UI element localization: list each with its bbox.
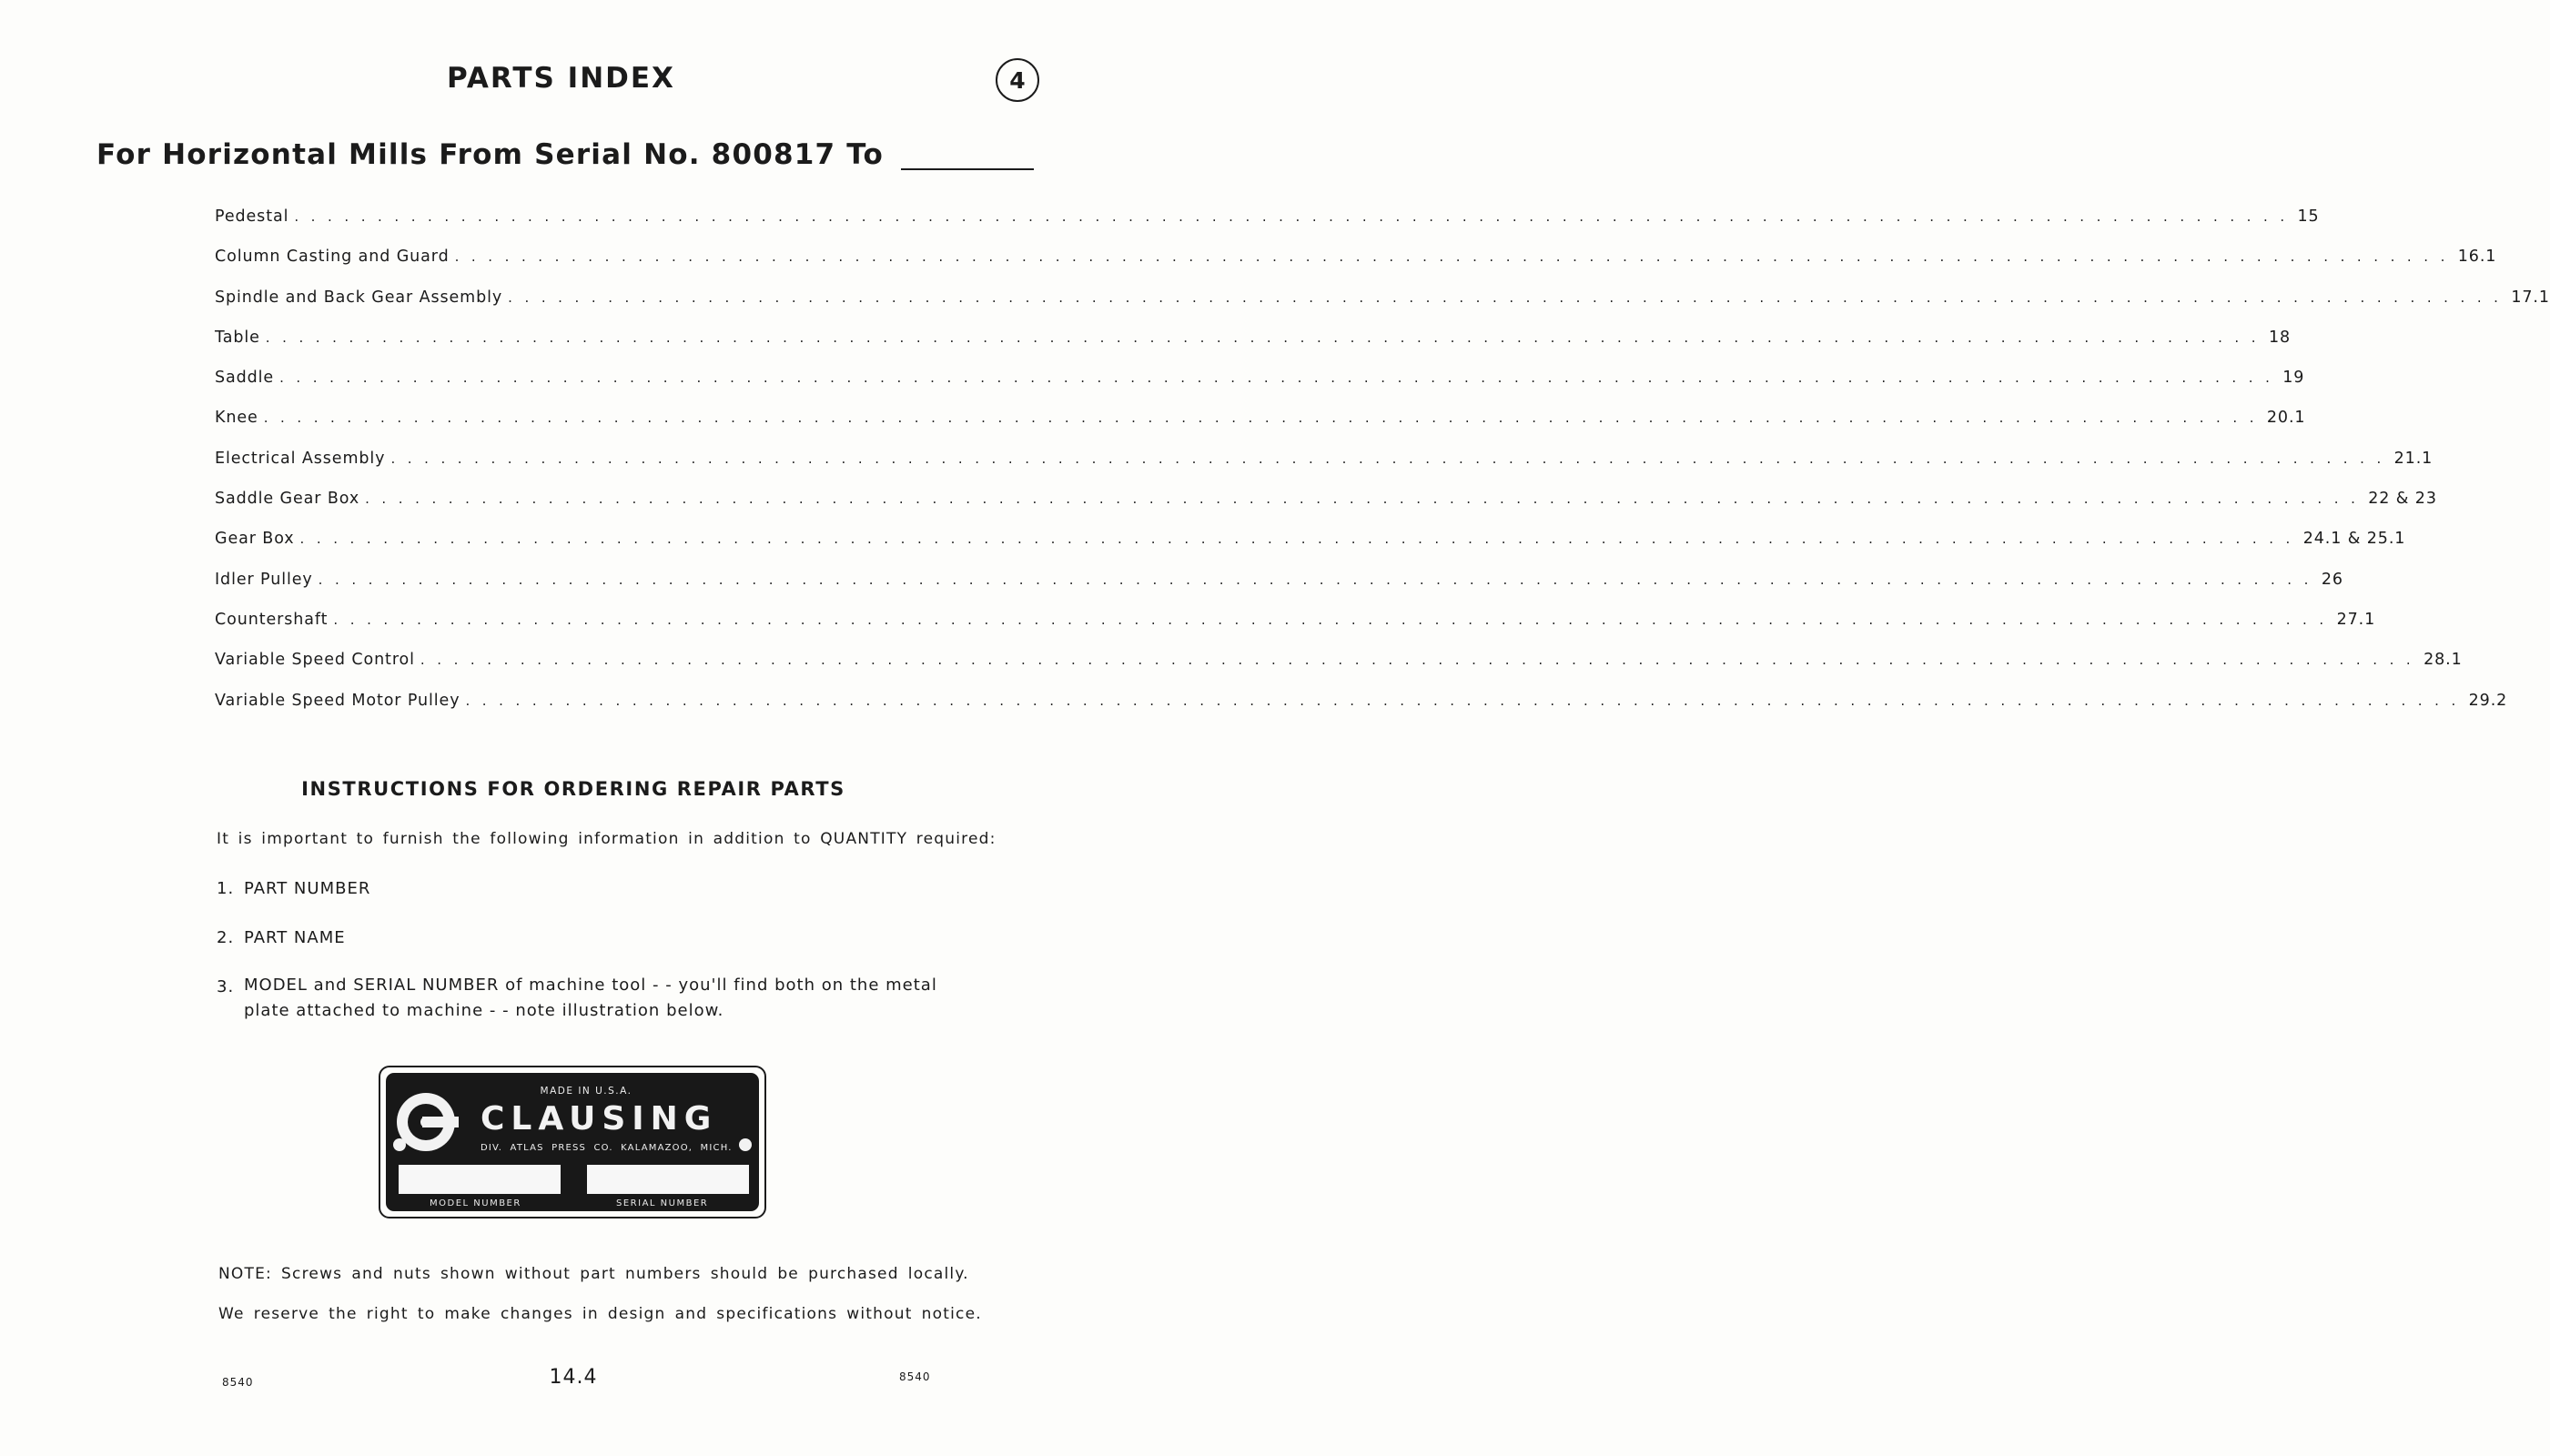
list-item — [217, 977, 945, 1024]
index-row — [215, 207, 2320, 248]
plate-face — [386, 1073, 759, 1211]
note-purchase-locally: NOTE: Screws and nuts shown without part numbers should be purchased locally. — [218, 1265, 969, 1283]
list-number: 1. — [217, 879, 235, 898]
leader-dots: . . . . . . . . . . . . . . . . . . . . . . . . . . . . . . . . . . . . . . . . . . . . . . . . . . . . . . . . . . . . . . . . . . . . . . . . . . . . . . . . . . . . . . . . . . . . . . . . . . . . . . . . . . . . . . . . . . . . . . . . — [454, 248, 2449, 266]
index-page: 27.1 — [2336, 610, 2376, 629]
leader-dots: . . . . . . . . . . . . . . . . . . . . . . . . . . . . . . . . . . . . . . . . . . . . . . . . . . . . . . . . . . . . . . . . . . . . . . . . . . . . . . . . . . . . . . . . . . . . . . . . . . . . . . . . . . . . . . . . . . . . . . . . — [365, 490, 2360, 508]
index-label: Table — [215, 328, 260, 347]
index-row — [215, 449, 2434, 490]
notes — [218, 1254, 982, 1334]
index-label: Pedestal — [215, 207, 289, 226]
index-row — [215, 369, 2305, 409]
index-page: 20.1 — [2266, 409, 2306, 428]
index-page: 28.1 — [2424, 651, 2463, 670]
leader-dots: . . . . . . . . . . . . . . . . . . . . . . . . . . . . . . . . . . . . . . . . . . . . . . . . . . . . . . . . . . . . . . . . . . . . . . . . . . . . . . . . . . . . . . . . . . . . . . . . . . . . . . . . . . . . . . . . . . . . . . . . — [318, 571, 2312, 588]
note-reserve-right: We reserve the right to make changes in design and specifications without notice. — [218, 1305, 982, 1323]
leader-dots: . . . . . . . . . . . . . . . . . . . . . . . . . . . . . . . . . . . . . . . . . . . . . . . . . . . . . . . . . . . . . . . . . . . . . . . . . . . . . . . . . . . . . . . . . . . . . . . . . . . . . . . . . . . . . . . . . . . . . . . . — [508, 288, 2503, 306]
index-page: 17.1 — [2511, 288, 2550, 307]
index-row — [215, 570, 2343, 611]
index-label: Idler Pulley — [215, 570, 313, 589]
serial-plate-illustration — [379, 1066, 766, 1218]
list-item — [217, 879, 945, 899]
index-label: Column Casting and Guard — [215, 248, 450, 267]
instructions-intro: It is important to furnish the following information in addition to QUANTITY required: — [217, 830, 997, 848]
list-text: PART NAME — [244, 928, 346, 947]
index-label: Countershaft — [215, 610, 329, 629]
index-label: Knee — [215, 409, 258, 428]
model-number-caption: MODEL NUMBER — [430, 1198, 521, 1208]
leader-dots: . . . . . . . . . . . . . . . . . . . . . . . . . . . . . . . . . . . . . . . . . . . . . . . . . . . . . . . . . . . . . . . . . . . . . . . . . . . . . . . . . . . . . . . . . . . . . . . . . . . . . . . . . . . . . . . . . . . . . . . . — [333, 611, 2328, 628]
leader-dots: . . . . . . . . . . . . . . . . . . . . . . . . . . . . . . . . . . . . . . . . . . . . . . . . . . . . . . . . . . . . . . . . . . . . . . . . . . . . . . . . . . . . . . . . . . . . . . . . . . . . . . . . . . . . . . . . . . . . . . . . — [294, 208, 2289, 225]
index-label: Variable Speed Control — [215, 651, 415, 670]
index-label: Saddle Gear Box — [215, 490, 360, 509]
index-page: 24.1 & 25.1 — [2302, 530, 2406, 549]
index-label: Gear Box — [215, 530, 295, 549]
leader-dots: . . . . . . . . . . . . . . . . . . . . . . . . . . . . . . . . . . . . . . . . . . . . . . . . . . . . . . . . . . . . . . . . . . . . . . . . . . . . . . . . . . . . . . . . . . . . . . . . . . . . . . . . . . . . . . . . . . . . . . . . — [420, 652, 2415, 669]
index-page: 15 — [2297, 207, 2320, 226]
index-page: 19 — [2282, 369, 2305, 388]
instructions-list — [217, 879, 945, 1053]
leader-dots: . . . . . . . . . . . . . . . . . . . . . . . . . . . . . . . . . . . . . . . . . . . . . . . . . . . . . . . . . . . . . . . . . . . . . . . . . . . . . . . . . . . . . . . . . . . . . . . . . . . . . . . . . . . . . . . . . . . . . . . . — [265, 329, 2260, 346]
list-number: 3. — [217, 977, 235, 996]
index-row — [215, 691, 2508, 732]
plate-brand: CLAUSING — [481, 1100, 718, 1138]
index-row — [215, 610, 2376, 651]
index-row — [215, 288, 2550, 329]
leader-dots: . . . . . . . . . . . . . . . . . . . . . . . . . . . . . . . . . . . . . . . . . . . . . . . . . . . . . . . . . . . . . . . . . . . . . . . . . . . . . . . . . . . . . . . . . . . . . . . . . . . . . . . . . . . . . . . . . . . . . . . . — [279, 369, 2274, 387]
leader-dots: . . . . . . . . . . . . . . . . . . . . . . . . . . . . . . . . . . . . . . . . . . . . . . . . . . . . . . . . . . . . . . . . . . . . . . . . . . . . . . . . . . . . . . . . . . . . . . . . . . . . . . . . . . . . . . . . . . . . . . . . — [465, 692, 2460, 709]
leader-dots: . . . . . . . . . . . . . . . . . . . . . . . . . . . . . . . . . . . . . . . . . . . . . . . . . . . . . . . . . . . . . . . . . . . . . . . . . . . . . . . . . . . . . . . . . . . . . . . . . . . . . . . . . . . . . . . . . . . . . . . . — [263, 410, 2258, 427]
page-title: PARTS INDEX — [447, 62, 675, 95]
footer-page-number: 14.4 — [549, 1366, 598, 1389]
mounting-hole-icon — [739, 1138, 752, 1151]
list-text: PART NUMBER — [244, 879, 371, 898]
subtitle-row — [96, 138, 1034, 178]
index-label: Saddle — [215, 369, 275, 388]
serial-blank-line — [901, 168, 1034, 170]
list-item — [217, 928, 945, 948]
index-row — [215, 530, 2406, 570]
page-number-badge: 4 — [996, 58, 1039, 102]
leader-dots: . . . . . . . . . . . . . . . . . . . . . . . . . . . . . . . . . . . . . . . . . . . . . . . . . . . . . . . . . . . . . . . . . . . . . . . . . . . . . . . . . . . . . . . . . . . . . . . . . . . . . . . . . . . . . . . . . . . . . . . . — [390, 450, 2385, 467]
index-page: 21.1 — [2393, 449, 2434, 468]
serial-number-box — [587, 1165, 749, 1194]
subtitle: For Horizontal Mills From Serial No. 800817 To — [96, 138, 885, 171]
index-row — [215, 248, 2497, 288]
index-row — [215, 490, 2437, 530]
index-page: 18 — [2268, 328, 2292, 347]
instructions-title: INSTRUCTIONS FOR ORDERING REPAIR PARTS — [301, 778, 845, 800]
index-page: 29.2 — [2468, 691, 2508, 710]
index-label: Spindle and Back Gear Assembly — [215, 288, 503, 307]
index-label: Variable Speed Motor Pulley — [215, 691, 460, 710]
list-number: 2. — [217, 928, 235, 947]
footer-right-code: 8540 — [899, 1370, 931, 1383]
mounting-hole-icon — [393, 1138, 406, 1151]
list-text: MODEL and SERIAL NUMBER of machine tool - - you'll find both on the metal plate attached to machine - - note illustration below. — [244, 976, 937, 1020]
parts-index-list — [215, 207, 2550, 732]
index-page: 16.1 — [2457, 248, 2497, 267]
serial-number-caption: SERIAL NUMBER — [616, 1198, 709, 1208]
index-row — [215, 651, 2463, 691]
index-row — [215, 409, 2306, 449]
index-page: 26 — [2321, 570, 2343, 589]
index-row — [215, 328, 2292, 369]
plate-made-in: MADE IN U.S.A. — [540, 1086, 632, 1097]
footer-left-code: 8540 — [222, 1376, 254, 1389]
index-label: Electrical Assembly — [215, 449, 386, 468]
leader-dots: . . . . . . . . . . . . . . . . . . . . . . . . . . . . . . . . . . . . . . . . . . . . . . . . . . . . . . . . . . . . . . . . . . . . . . . . . . . . . . . . . . . . . . . . . . . . . . . . . . . . . . . . . . . . . . . . . . . . . . . . — [299, 531, 2294, 548]
plate-division: DIV. ATLAS PRESS CO. KALAMAZOO, MICH. — [481, 1143, 733, 1153]
model-number-box — [399, 1165, 561, 1194]
index-page: 22 & 23 — [2368, 490, 2437, 509]
